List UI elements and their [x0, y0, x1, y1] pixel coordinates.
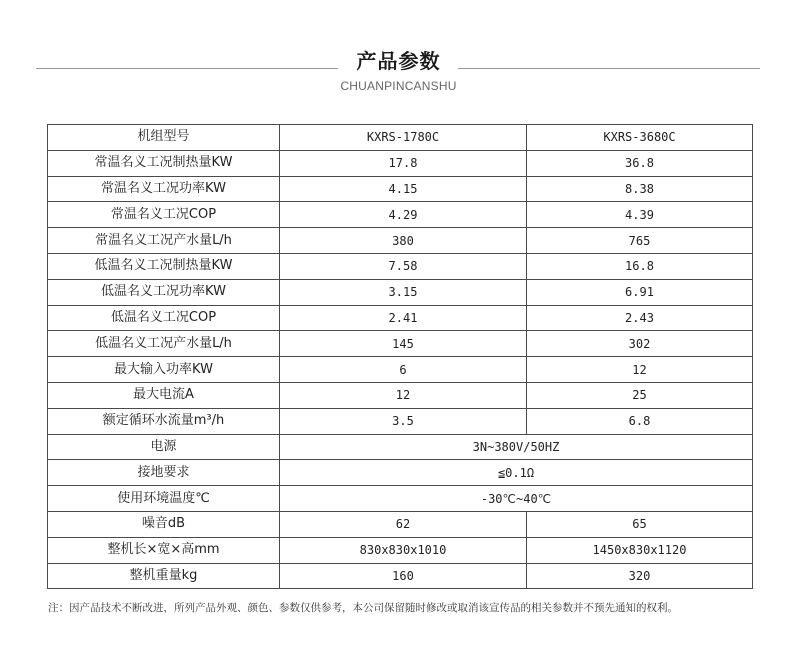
- row-value-model-1: 3.15: [280, 279, 527, 305]
- row-label: 低温名义工况制热量KW: [48, 253, 280, 279]
- row-value-model-1: 4.15: [280, 176, 527, 202]
- header-model-1: KXRS-1780C: [280, 125, 527, 151]
- row-value-model-1: 7.58: [280, 253, 527, 279]
- row-label: 整机重量kg: [48, 563, 280, 589]
- row-value-model-2: 302: [527, 331, 753, 357]
- footnote: 注：因产品技术不断改进，所列产品外观、颜色、参数仅供参考，本公司保留随时修改或取消该宣传品的相关参数并不预先通知的权利。: [48, 602, 678, 614]
- row-value-model-2: 1450x830x1120: [527, 537, 753, 563]
- row-label: 常温名义工况功率KW: [48, 176, 280, 202]
- row-value-model-2: 8.38: [527, 176, 753, 202]
- table-row: [48, 331, 753, 357]
- row-label: 额定循环水流量m³/h: [48, 408, 280, 434]
- row-value-model-2: 65: [527, 511, 753, 537]
- header-model-2: KXRS-3680C: [527, 125, 753, 151]
- table-row: [48, 537, 753, 563]
- table-row: [48, 434, 753, 460]
- spec-table-body: [48, 125, 753, 589]
- row-value-model-2: 16.8: [527, 253, 753, 279]
- table-row: [48, 202, 753, 228]
- table-row: [48, 486, 753, 512]
- row-value-model-2: 12: [527, 357, 753, 383]
- row-label: 常温名义工况产水量L/h: [48, 228, 280, 254]
- row-value-model-2: 765: [527, 228, 753, 254]
- row-value-model-1: 12: [280, 382, 527, 408]
- row-value-model-2: 6.91: [527, 279, 753, 305]
- row-label: 整机长×宽×高mm: [48, 537, 280, 563]
- row-value-merged: ≦0.1Ω: [280, 460, 753, 486]
- row-label: 使用环境温度℃: [48, 486, 280, 512]
- table-header-row: [48, 125, 753, 151]
- row-label: 最大输入功率KW: [48, 357, 280, 383]
- row-value-model-1: 4.29: [280, 202, 527, 228]
- row-value-model-2: 4.39: [527, 202, 753, 228]
- row-value-model-1: 3.5: [280, 408, 527, 434]
- table-row: [48, 305, 753, 331]
- table-row: [48, 382, 753, 408]
- row-value-model-2: 36.8: [527, 150, 753, 176]
- row-label: 最大电流A: [48, 382, 280, 408]
- row-value-model-1: 2.41: [280, 305, 527, 331]
- table-row: [48, 150, 753, 176]
- row-value-model-1: 145: [280, 331, 527, 357]
- table-row: [48, 460, 753, 486]
- row-label: 低温名义工况产水量L/h: [48, 331, 280, 357]
- row-value-model-2: 2.43: [527, 305, 753, 331]
- table-row: [48, 228, 753, 254]
- row-value-model-1: 380: [280, 228, 527, 254]
- table-row: [48, 408, 753, 434]
- row-value-model-2: 25: [527, 382, 753, 408]
- row-value-model-1: 160: [280, 563, 527, 589]
- table-row: [48, 511, 753, 537]
- row-value-merged: 3N~380V/50HZ: [280, 434, 753, 460]
- table-row: [48, 279, 753, 305]
- row-label: 低温名义工况COP: [48, 305, 280, 331]
- row-label: 噪音dB: [48, 511, 280, 537]
- spec-table: [47, 124, 753, 589]
- row-value-merged: -30℃~40℃: [280, 486, 753, 512]
- row-value-model-1: 6: [280, 357, 527, 383]
- header-model-label: 机组型号: [48, 125, 280, 151]
- row-label: 低温名义工况功率KW: [48, 279, 280, 305]
- row-label: 接地要求: [48, 460, 280, 486]
- page-title: 产品参数: [356, 49, 441, 73]
- table-row: [48, 563, 753, 589]
- row-value-model-1: 62: [280, 511, 527, 537]
- row-value-model-1: 17.8: [280, 150, 527, 176]
- row-value-model-2: 6.8: [527, 408, 753, 434]
- page-subtitle: CHUANPINCANSHU: [340, 79, 457, 93]
- table-row: [48, 176, 753, 202]
- row-value-model-2: 320: [527, 563, 753, 589]
- table-row: [48, 357, 753, 383]
- row-value-model-1: 830x830x1010: [280, 537, 527, 563]
- section-header: [0, 0, 797, 110]
- table-row: [48, 253, 753, 279]
- row-label: 电源: [48, 434, 280, 460]
- row-label: 常温名义工况制热量KW: [48, 150, 280, 176]
- row-label: 常温名义工况COP: [48, 202, 280, 228]
